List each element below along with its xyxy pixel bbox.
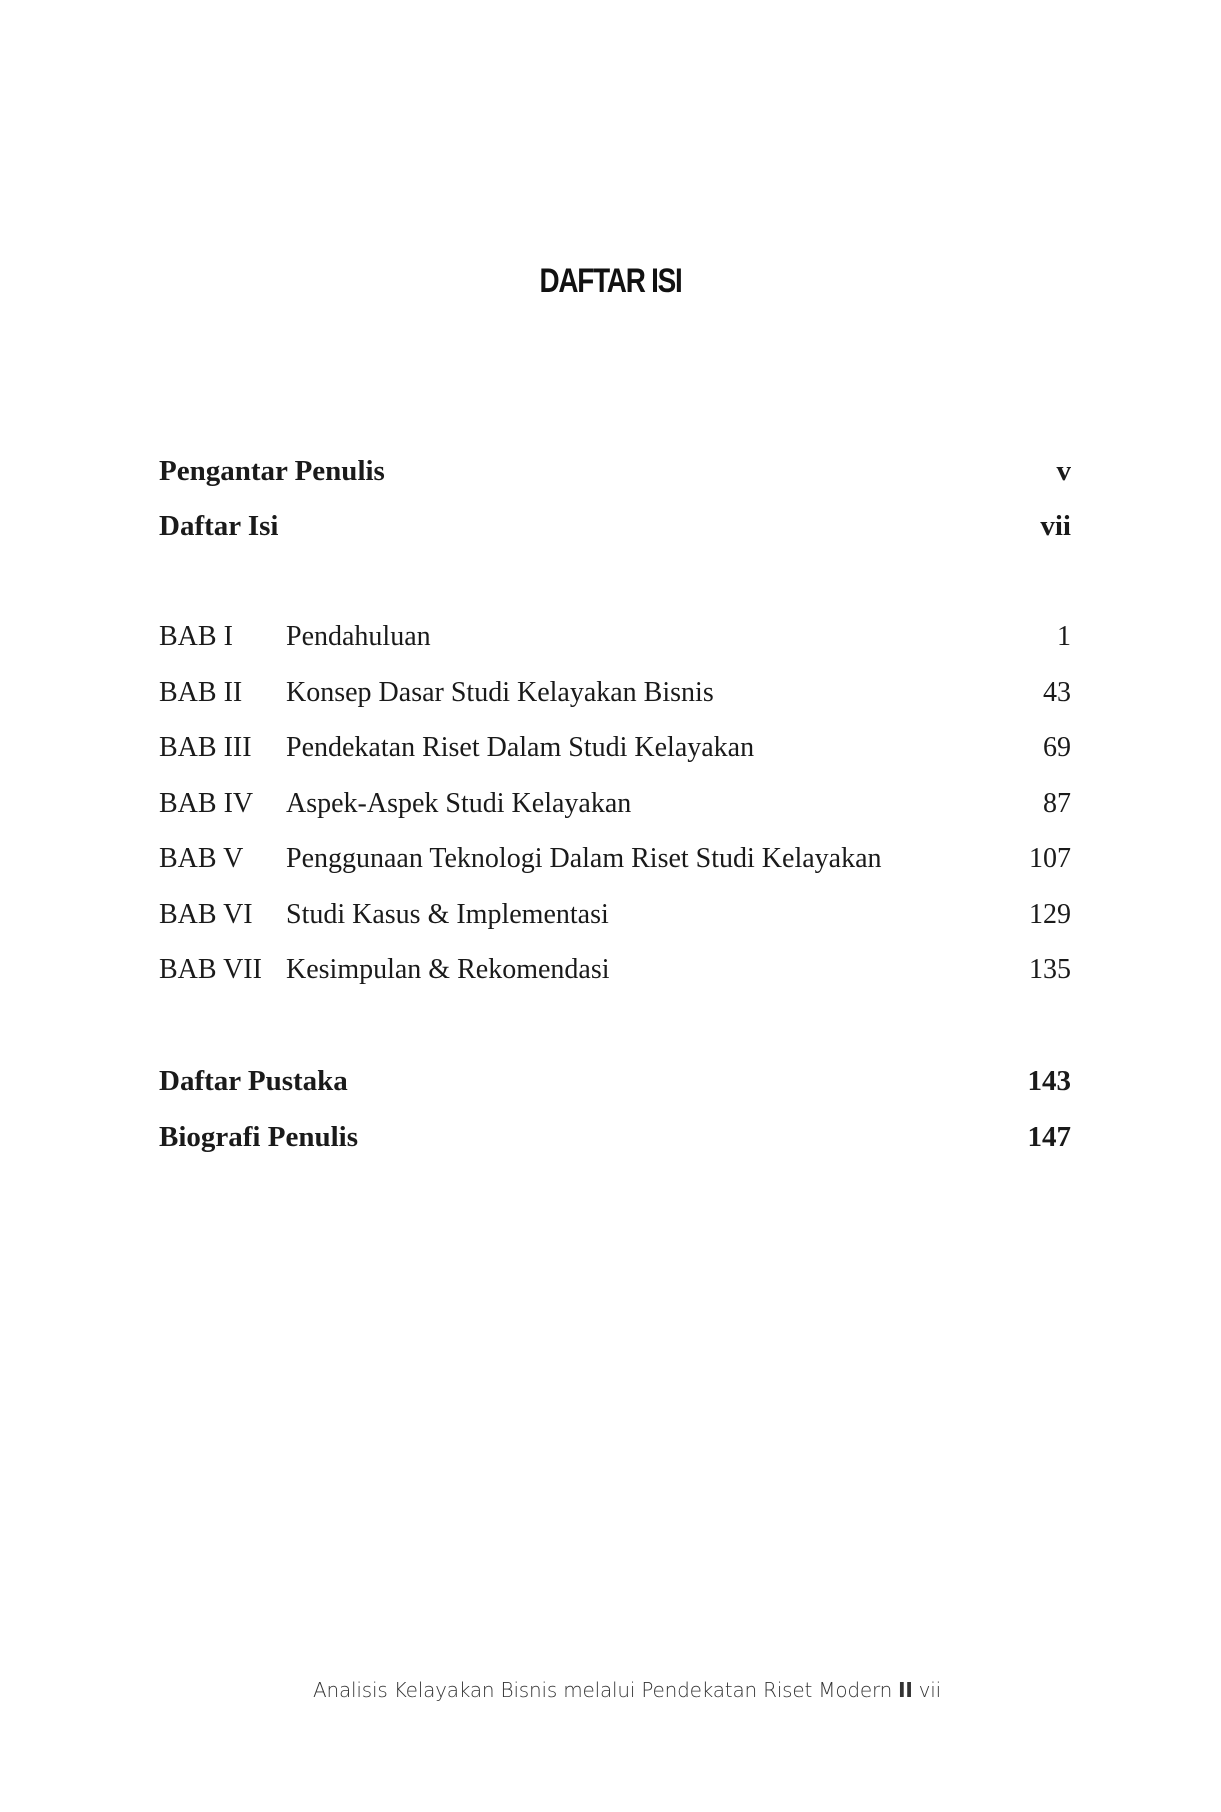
footer-page-number: vii	[918, 1678, 941, 1702]
toc-chapter-bab-iii[interactable]	[159, 728, 1071, 768]
toc-entry-label: Biografi Penulis	[159, 1121, 358, 1153]
chapter-number: BAB V	[159, 843, 244, 874]
toc-chapter-bab-ii[interactable]	[159, 673, 1071, 713]
toc-entry-biografi-penulis[interactable]	[159, 1117, 1071, 1157]
page-footer	[313, 1678, 941, 1702]
toc-chapter-bab-vi[interactable]	[159, 895, 1071, 935]
toc-entry-page: vii	[1040, 510, 1071, 542]
chapter-number: BAB VII	[159, 954, 262, 985]
chapter-number: BAB VI	[159, 899, 253, 930]
page-title: DAFTAR ISI	[539, 262, 682, 300]
toc-entry-daftar-pustaka[interactable]	[159, 1061, 1071, 1101]
chapter-number: BAB IV	[159, 788, 254, 819]
toc-entry-page: v	[1056, 455, 1071, 487]
chapter-page: 1	[1057, 621, 1071, 652]
chapter-title: Penggunaan Teknologi Dalam Riset Studi Kelayakan	[286, 843, 882, 874]
toc-entry-pengantar-penulis[interactable]	[159, 451, 1071, 491]
chapter-number: BAB III	[159, 732, 252, 763]
toc-entry-label: Daftar Pustaka	[159, 1065, 348, 1097]
toc-entry-label: Pengantar Penulis	[159, 455, 385, 487]
footer-book-title: Analisis Kelayakan Bisnis melalui Pendekatan Riset Modern	[313, 1678, 893, 1702]
chapter-page: 87	[1043, 788, 1071, 819]
toc-chapter-bab-vii[interactable]	[159, 950, 1071, 990]
toc-entry-page: 143	[1027, 1065, 1071, 1097]
chapter-page: 129	[1029, 899, 1071, 930]
chapter-number: BAB I	[159, 621, 233, 652]
chapter-page: 107	[1029, 843, 1071, 874]
toc-entry-label: Daftar Isi	[159, 510, 279, 542]
chapter-title: Aspek-Aspek Studi Kelayakan	[286, 788, 632, 819]
chapter-title: Pendekatan Riset Dalam Studi Kelayakan	[286, 732, 755, 763]
chapter-page: 69	[1043, 732, 1071, 763]
toc-chapter-bab-v[interactable]	[159, 839, 1071, 879]
chapter-title: Kesimpulan & Rekomendasi	[286, 954, 610, 985]
toc-chapter-bab-iv[interactable]	[159, 784, 1071, 824]
footer-separator: II	[898, 1678, 913, 1702]
toc-entry-daftar-isi[interactable]	[159, 506, 1071, 546]
toc-entry-page: 147	[1027, 1121, 1071, 1153]
chapter-page: 43	[1043, 677, 1071, 708]
toc-chapter-bab-i[interactable]	[159, 617, 1071, 657]
chapter-page: 135	[1029, 954, 1071, 985]
chapter-number: BAB II	[159, 677, 243, 708]
chapter-title: Studi Kasus & Implementasi	[286, 899, 609, 930]
chapter-title: Konsep Dasar Studi Kelayakan Bisnis	[286, 677, 714, 708]
chapter-title: Pendahuluan	[286, 621, 431, 652]
